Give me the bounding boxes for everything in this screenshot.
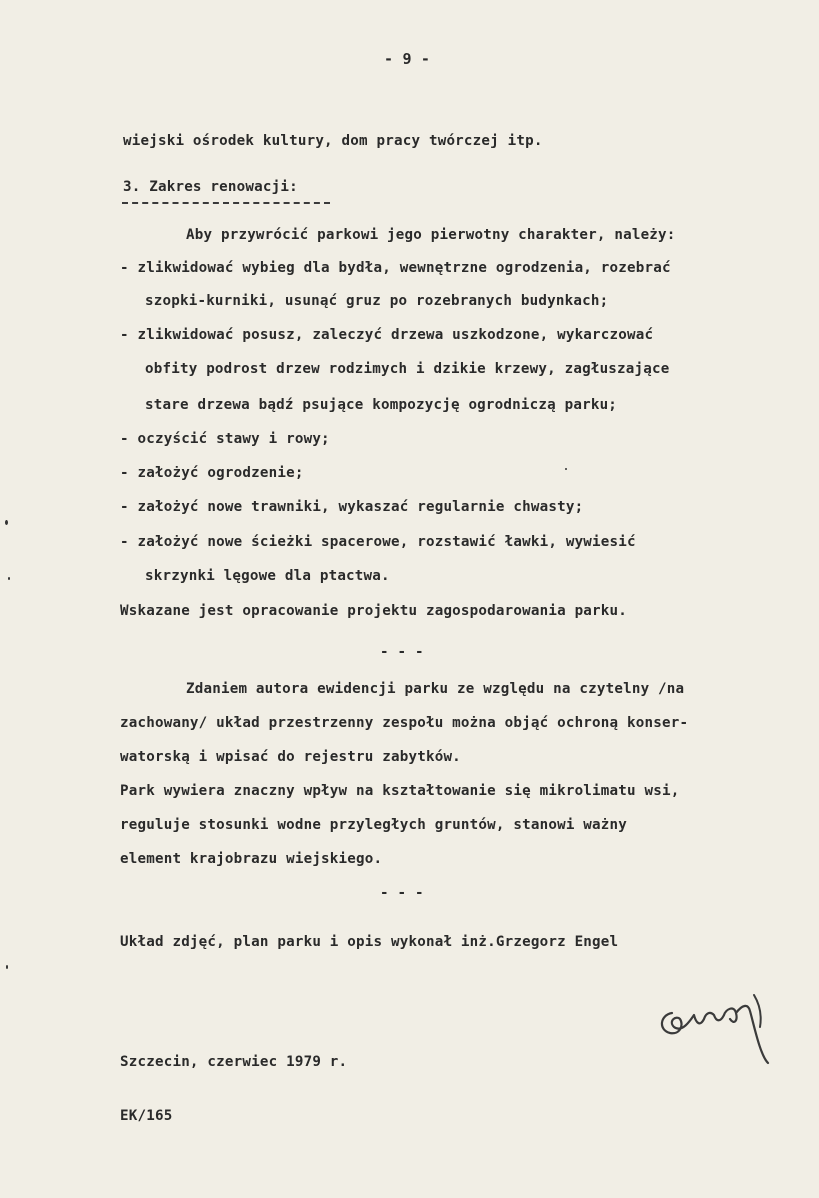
text-line: watorską i wpisać do rejestru zabytków. — [120, 749, 461, 765]
text-line: element krajobrazu wiejskiego. — [120, 851, 383, 867]
scan-speck — [6, 965, 8, 969]
text-line: reguluje stosunki wodne przyległych gruntów, stanowi ważny — [120, 817, 628, 833]
scan-speck — [8, 577, 10, 580]
reference-number: EK/165 — [120, 1108, 173, 1124]
list-item: - założyć ogrodzenie; — [120, 465, 304, 481]
section-heading: 3. Zakres renowacji: — [123, 179, 298, 195]
signature-image — [650, 975, 790, 1075]
text-line: zachowany/ układ przestrzenny zespołu można objąć ochroną konser- — [120, 715, 689, 731]
list-item: - oczyścić stawy i rowy; — [120, 431, 330, 447]
text-line: skrzynki lęgowe dla ptactwa. — [145, 568, 390, 584]
list-item: - założyć nowe ścieżki spacerowe, rozstawić ławki, wywiesić — [120, 534, 636, 550]
list-item: - zlikwidować posusz, zaleczyć drzewa uszkodzone, wykarczować — [120, 327, 654, 343]
text-line: wiejski ośrodek kultury, dom pracy twórczej itp. — [123, 133, 543, 149]
heading-underline — [122, 202, 330, 204]
text-line: obfity podrost drzew rodzimych i dzikie krzewy, zagłuszające — [145, 361, 670, 377]
list-item: - zlikwidować wybieg dla bydła, wewnętrzne ogrodzenia, rozebrać — [120, 260, 671, 276]
scan-speck — [5, 520, 8, 525]
separator: - - - — [380, 644, 424, 660]
list-item: - założyć nowe trawniki, wykaszać regularnie chwasty; — [120, 499, 584, 515]
text-line: Aby przywrócić parkowi jego pierwotny charakter, należy: — [186, 227, 676, 243]
text-line: Wskazane jest opracowanie projektu zagospodarowania parku. — [120, 603, 628, 619]
page-number: - 9 - — [384, 50, 431, 68]
separator: - - - — [380, 885, 424, 901]
place-date: Szczecin, czerwiec 1979 r. — [120, 1054, 348, 1070]
scan-speck — [565, 468, 567, 470]
text-line: szopki-kurniki, usunąć gruz po rozebranych budynkach; — [145, 293, 609, 309]
text-line: Układ zdjęć, plan parku i opis wykonał inż.Grzegorz Engel — [120, 934, 619, 950]
text-line: Zdaniem autora ewidencji parku ze względu na czytelny /na — [186, 681, 685, 697]
text-line: Park wywiera znaczny wpływ na kształtowanie się mikrolimatu wsi, — [120, 783, 680, 799]
text-line: stare drzewa bądź psujące kompozycję ogrodniczą parku; — [145, 397, 618, 413]
